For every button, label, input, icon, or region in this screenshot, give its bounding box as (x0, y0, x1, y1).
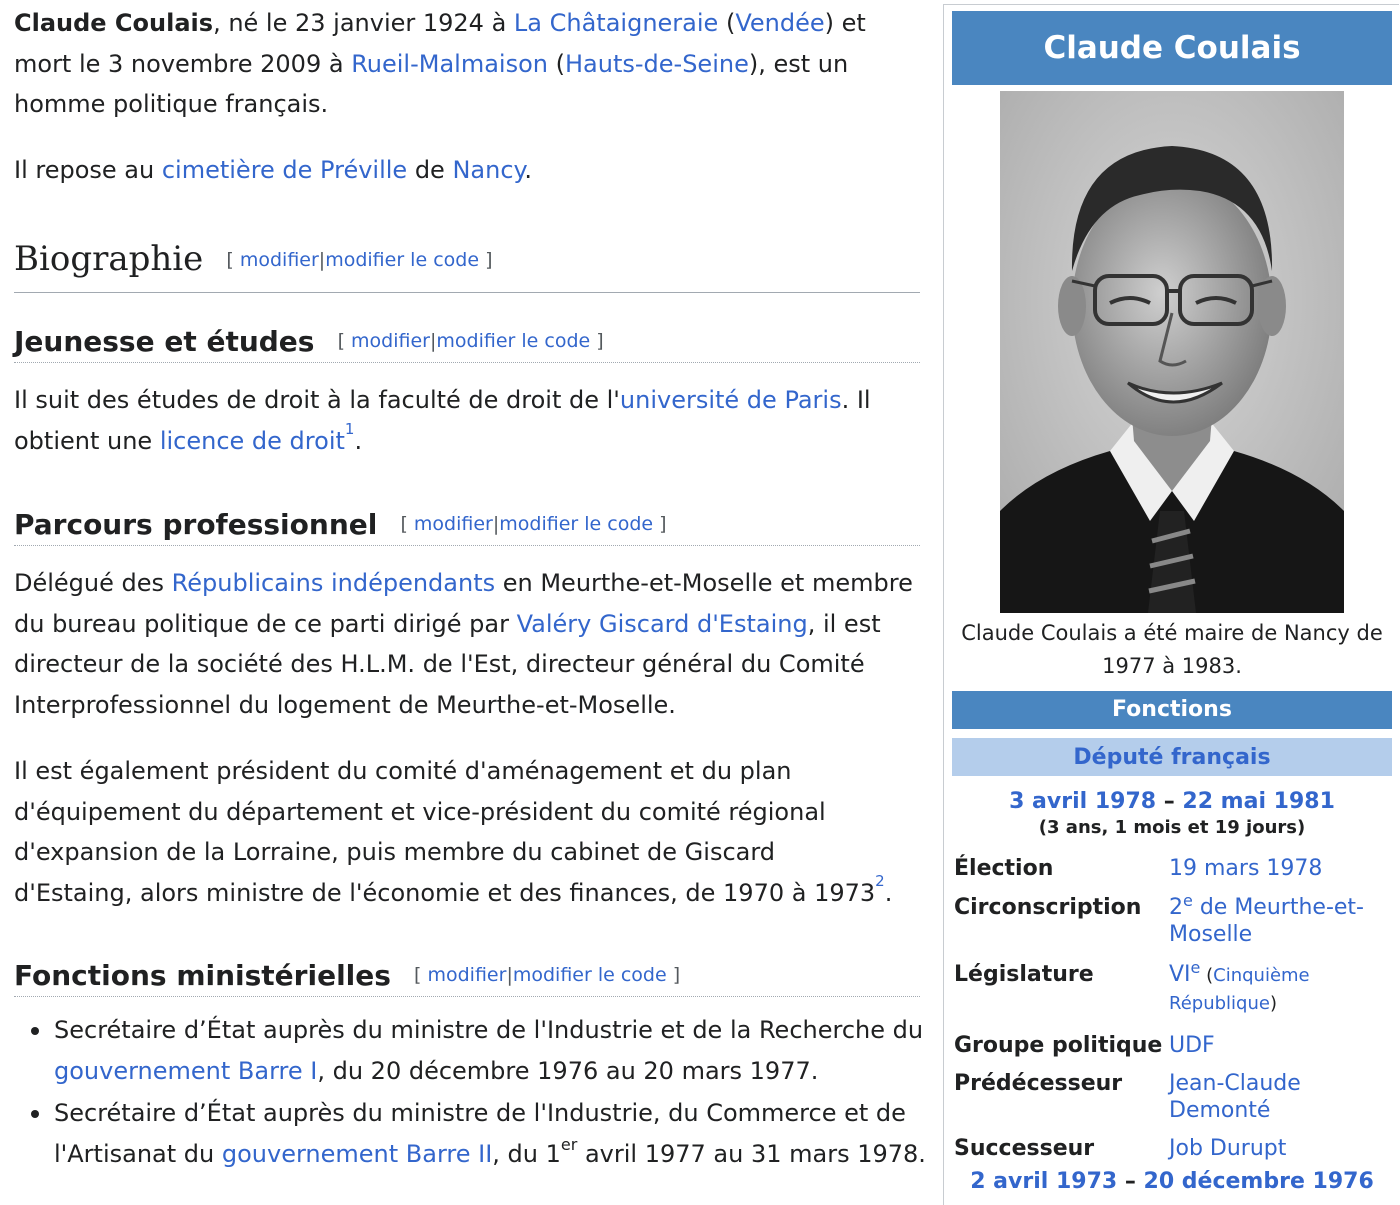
text: ( (1200, 965, 1214, 986)
row-value (1169, 958, 1389, 1017)
link-hauts-de-seine[interactable]: Hauts-de-Seine (565, 49, 749, 78)
text: ( (718, 9, 736, 37)
link-circonscription[interactable] (1169, 891, 1364, 947)
text: . (884, 878, 893, 907)
link-republicains-independants[interactable]: Républicains indépendants (171, 569, 496, 597)
link-election-date[interactable]: 19 mars 1978 (1169, 856, 1323, 881)
modifier-code-link[interactable]: modifier le code (512, 964, 667, 986)
separator: | (492, 513, 500, 535)
link-legislature[interactable] (1169, 958, 1201, 987)
text: Il repose au (14, 156, 162, 184)
text: , du 20 décembre 1976 au 20 mars 1977. (317, 1056, 819, 1085)
mandate-duration: (3 ans, 1 mois et 19 jours) (1038, 817, 1306, 838)
dash: – (1117, 1169, 1144, 1194)
modifier-code-link[interactable]: modifier le code (325, 249, 480, 271)
infobox (943, 4, 1399, 1205)
edit-links (226, 249, 492, 271)
portrait-photo[interactable] (1000, 91, 1344, 613)
separator: | (318, 249, 326, 271)
modifier-link[interactable]: modifier (413, 513, 493, 535)
text: Secrétaire d’État auprès du ministre de l'Industrie et de la Recherche du (54, 1016, 924, 1044)
edit-links (414, 964, 680, 986)
list-item (54, 1010, 960, 1091)
heading-title: Jeunesse et études (14, 325, 315, 358)
modifier-link[interactable]: modifier (239, 249, 319, 271)
parcours-paragraph-2 (14, 751, 894, 913)
bracket: [ (226, 249, 234, 271)
text: Il est également président du comité d'aménagement et du plan d'équipement du département et vice-président du comité régional d'expansion de la Lorraine, puis membre du cabinet de Giscard d'Estaing, alors ministre de l'économie et des finances, de 1970 à 1973 (14, 757, 876, 907)
reference-1[interactable]: 1 (344, 419, 355, 438)
heading-title: Fonctions ministérielles (14, 959, 391, 992)
subject-name: Claude Coulais (14, 9, 214, 37)
edit-links (400, 513, 666, 535)
link-end-date[interactable]: 22 mai 1981 (1182, 789, 1335, 814)
row-value (1169, 1032, 1389, 1059)
edit-links (338, 330, 604, 352)
reference-2[interactable]: 2 (875, 871, 885, 890)
text: . (354, 426, 363, 455)
link-valery-giscard-destaing[interactable]: Valéry Giscard d'Estaing (516, 609, 808, 638)
row-label: Groupe politique (954, 1033, 1163, 1058)
link-start-date[interactable]: 2 avril 1973 (970, 1169, 1118, 1194)
link-universite-paris[interactable]: université de Paris (619, 386, 842, 414)
link-predecesseur[interactable]: Jean-Claude Demonté (1169, 1071, 1301, 1123)
section-heading-fonctions-ministerielles (14, 956, 920, 997)
row-value (1169, 855, 1389, 882)
text: avril 1977 au 31 mars 1978. (577, 1139, 926, 1168)
jeunesse-paragraph (14, 380, 920, 461)
text: . Il obtient une (14, 386, 871, 455)
separator: | (506, 964, 513, 986)
text: ) (1269, 993, 1277, 1014)
link-end-date[interactable]: 20 décembre 1976 (1143, 1169, 1374, 1194)
list-item (54, 1093, 960, 1174)
text: , du 1 (492, 1139, 561, 1168)
text: ( (548, 49, 565, 78)
burial-paragraph (14, 150, 532, 191)
row-value (1169, 1135, 1389, 1162)
row-value (1169, 1070, 1389, 1124)
text: ) et mort le 3 novembre 2009 à (14, 9, 866, 78)
lede-paragraph (14, 3, 920, 125)
mandate-dates-2 (952, 1169, 1392, 1194)
link-cimetiere-preville[interactable]: cimetière de Préville (161, 156, 408, 184)
bracket: [ (337, 330, 345, 352)
row-label: Successeur (954, 1136, 1095, 1161)
text: Il suit des études de droit à la faculté de droit de l' (14, 386, 620, 414)
row-label: Circonscription (954, 895, 1142, 920)
infobox-title: Claude Coulais (952, 11, 1392, 85)
modifier-link[interactable]: modifier (351, 330, 430, 352)
bracket: ] (596, 330, 604, 352)
heading-title: Parcours professionnel (14, 508, 378, 541)
parcours-paragraph-1 (14, 563, 920, 725)
dash: – (1156, 789, 1183, 814)
link-gouvernement-barre-1[interactable]: gouvernement Barre I (54, 1056, 318, 1085)
link-vendee[interactable]: Vendée (735, 9, 825, 37)
link-successeur[interactable]: Job Durupt (1169, 1136, 1287, 1161)
modifier-code-link[interactable]: modifier le code (499, 513, 654, 535)
superscript: e (1183, 891, 1193, 910)
row-label: Prédécesseur (954, 1071, 1123, 1096)
text: Secrétaire d’État auprès du ministre de l'Industrie, du Commerce et de l'Artisanat du (54, 1099, 906, 1168)
text: , né le 23 janvier 1924 à (213, 9, 514, 37)
link-depute-francais[interactable]: Député français (1073, 745, 1271, 770)
mandate-dates (952, 789, 1392, 814)
modifier-link[interactable]: modifier (427, 964, 507, 986)
section-heading-biographie (14, 234, 920, 293)
link-nancy[interactable]: Nancy (452, 156, 525, 184)
text: . (524, 156, 532, 184)
text: VI (1169, 962, 1191, 987)
bracket: ] (659, 513, 667, 535)
text: , il est directeur de la société des H.L.M. de l'Est, directeur général du Comité Interprofessionnel du logement de Meurthe-et-Moselle. (14, 609, 881, 719)
photo-caption: Claude Coulais a été maire de Nancy de 1977 à 1983. (961, 621, 1383, 678)
section-heading-parcours (14, 505, 920, 546)
text: ), est un homme politique français. (14, 49, 849, 119)
depute-header (952, 738, 1392, 776)
link-gouvernement-barre-2[interactable]: gouvernement Barre II (221, 1139, 493, 1168)
text: de Meurthe-et-Moselle (1169, 895, 1364, 947)
link-rueil-malmaison[interactable]: Rueil-Malmaison (351, 49, 548, 78)
bracket: [ (400, 513, 408, 535)
text: 2 (1169, 895, 1183, 920)
modifier-code-link[interactable]: modifier le code (436, 330, 591, 352)
row-label: Législature (954, 962, 1094, 987)
heading-title: Biographie (14, 239, 204, 279)
link-start-date[interactable]: 3 avril 1978 (1009, 789, 1157, 814)
row-value (1169, 891, 1389, 948)
link-licence-droit[interactable]: licence de droit (159, 426, 345, 455)
text: de (407, 156, 453, 184)
text: en Meurthe-et-Moselle et membre du bureau politique de ce parti dirigé par (14, 569, 913, 638)
link-cinquieme-republique[interactable]: Cinquième République (1169, 965, 1310, 1014)
text: Délégué des (14, 569, 172, 597)
bracket: ] (485, 249, 493, 271)
bracket: ] (672, 964, 681, 986)
link-udf[interactable]: UDF (1169, 1033, 1215, 1058)
fonctions-header: Fonctions (952, 691, 1392, 729)
separator: | (429, 330, 437, 352)
section-heading-jeunesse (14, 322, 920, 363)
bracket: [ (414, 964, 422, 986)
fonctions-list (14, 1010, 960, 1176)
link-la-chataigneraie[interactable]: La Châtaigneraie (513, 9, 719, 37)
row-label: Élection (954, 856, 1054, 881)
superscript: er (560, 1134, 578, 1154)
superscript: e (1190, 958, 1201, 977)
